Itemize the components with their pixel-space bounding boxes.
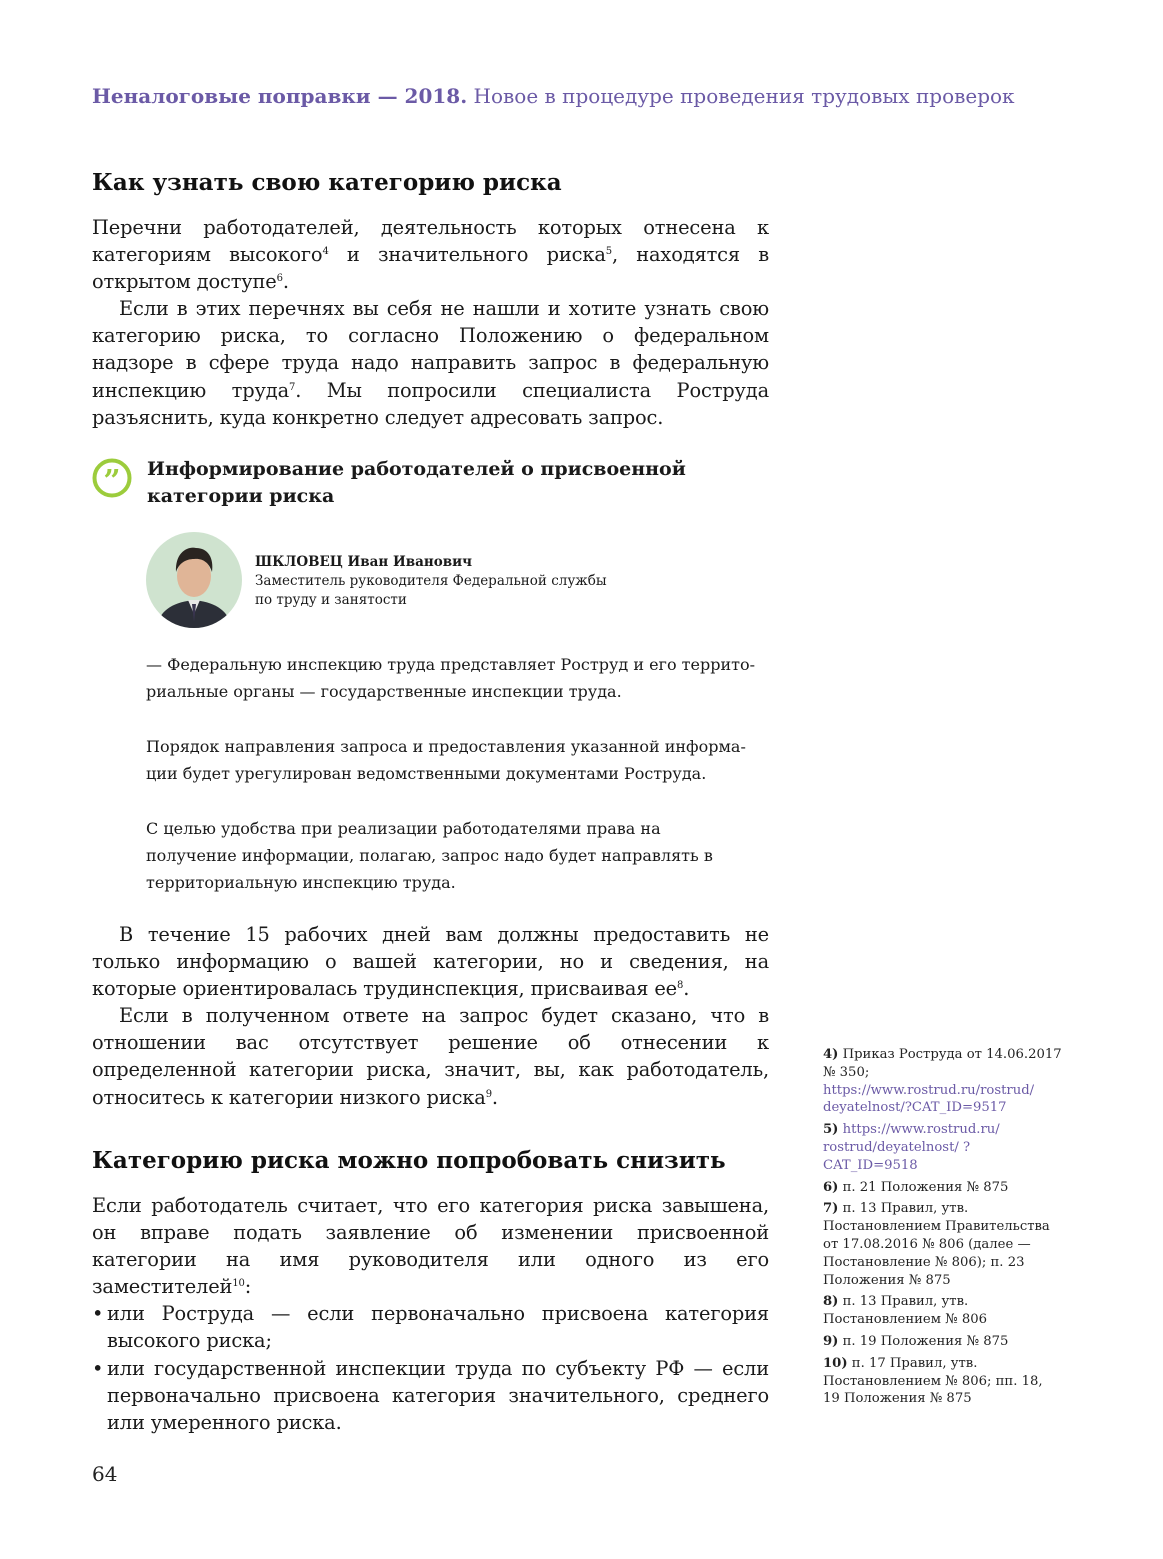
section-1-paragraph-2: Если в этих перечнях вы себя не нашли и хотите узнать свою категорию риска, то согласно Положению о федеральном надзоре в сфере труда надо направить запрос в федеральную инспекцию труда$^7$. Мы попросили специалиста Роструда разъяснить, куда конкретно следует адресовать запрос. bbox=[92, 297, 769, 429]
person-role-line-1: Заместитель руководителя Федеральной службы bbox=[255, 573, 607, 589]
bullet-item: • или государственной инспекции труда по субъекту РФ — если первоначально присвоена категория значительного, среднего или умеренного риска. bbox=[92, 1355, 769, 1436]
section-2-heading: Категорию риска можно попробовать снизить bbox=[92, 1147, 726, 1174]
quote-paragraph: С целью удобства при реализации работодателями права на получение информации, полагаю, запрос надо будет направлять в территориальную инспекцию труда. bbox=[146, 819, 713, 892]
quote-paragraph: Порядок направления запроса и предоставления указанной информации будет урегулирован ведомственными документами Роструда. bbox=[146, 737, 746, 783]
page-number: 64 bbox=[92, 1462, 118, 1486]
person-name: ШКЛОВЕЦ Иван Иванович bbox=[255, 554, 473, 570]
after-quote-paragraph-2: Если в полученном ответе на запрос будет сказано, что в отношении вас отсутствует решение об отнесении к определенной категории риска, значит, вы, как работодатель, относитесь к категории низкого риска$^9$. bbox=[92, 1004, 769, 1109]
section-2-paragraph-1: Если работодатель считает, что его категория риска завышена, он вправе подать заявление об изменении присвоенной категории на имя руководителя или одного из его заместителей$^{10}$: bbox=[92, 1194, 769, 1299]
footnote: 9) п. 19 Положения № 875 bbox=[823, 1333, 1009, 1349]
section-1-paragraph-1: Перечни работодателей, деятельность которых отнесена к категориям высокого$^4$ и значительного риска$^5$, находятся в открытом доступе$^6$. bbox=[92, 216, 769, 294]
section-1-heading: Как узнать свою категорию риска bbox=[92, 169, 562, 196]
after-quote-text bbox=[92, 921, 769, 1111]
footnote: 5) https://www.rostrud.ru/ rostrud/deyatelnost/ ?CAT_ID=9518 bbox=[823, 1122, 1000, 1173]
footnotes bbox=[823, 1046, 1063, 1412]
person-photo-icon bbox=[146, 532, 242, 628]
footnote: 4) Приказ Роструда от 14.06.2017 № 350; https://www.rostrud.ru/rostrud/ deyatelnost/?CAT_ID=9517 bbox=[823, 1047, 1062, 1116]
footnote: 6) п. 21 Положения № 875 bbox=[823, 1179, 1009, 1195]
section-2 bbox=[92, 1144, 769, 1436]
running-head bbox=[92, 84, 1092, 108]
quote-icon bbox=[92, 458, 132, 498]
person-role-line-2: по труду и занятости bbox=[255, 592, 407, 608]
after-quote-paragraph-1: В течение 15 рабочих дней вам должны предоставить не только информацию о вашей категории, но и сведения, на которые ориентировалась трудинспекция, присваивая $ее^8$. bbox=[92, 923, 769, 1001]
bullet-item: • или Роструда — если первоначально присвоена категория высокого риска; bbox=[92, 1300, 769, 1354]
running-head-rest: Новое в процедуре проведения трудовых проверок bbox=[467, 84, 1015, 108]
quote-body bbox=[146, 651, 756, 896]
person-photo bbox=[146, 532, 242, 628]
section-1 bbox=[92, 166, 769, 431]
footnote-link[interactable]: https://www.rostrud.ru/ rostrud/deyatelnost/ ?CAT_ID=9518 bbox=[823, 1122, 1000, 1173]
bullet-list bbox=[92, 1300, 769, 1435]
person-info bbox=[255, 553, 675, 610]
footnote: 8) п. 13 Правил, утв. Постановлением № 806 bbox=[823, 1294, 987, 1328]
footnote: 7) п. 13 Правил, утв. Постановлением Правительства от 17.08.2016 № 806 (далее — Постановление № 806); п. 23 Положения № 875 bbox=[823, 1201, 1050, 1288]
quote-title: Информирование работодателей о присвоенной категории риска bbox=[147, 458, 686, 507]
quote-paragraph: — Федеральную инспекцию труда представляет Роструд и его территориальные органы — государственные инспекции труда. bbox=[146, 655, 756, 701]
footnote: 10) п. 17 Правил, утв. Постановлением № 806; пп. 18, 19 Положения № 875 bbox=[823, 1355, 1043, 1407]
footnote-link[interactable]: https://www.rostrud.ru/rostrud/ deyatelnost/?CAT_ID=9517 bbox=[823, 1082, 1035, 1116]
svg-text:”: ” bbox=[103, 464, 121, 498]
running-head-bold: Неналоговые поправки — 2018. bbox=[92, 84, 468, 108]
